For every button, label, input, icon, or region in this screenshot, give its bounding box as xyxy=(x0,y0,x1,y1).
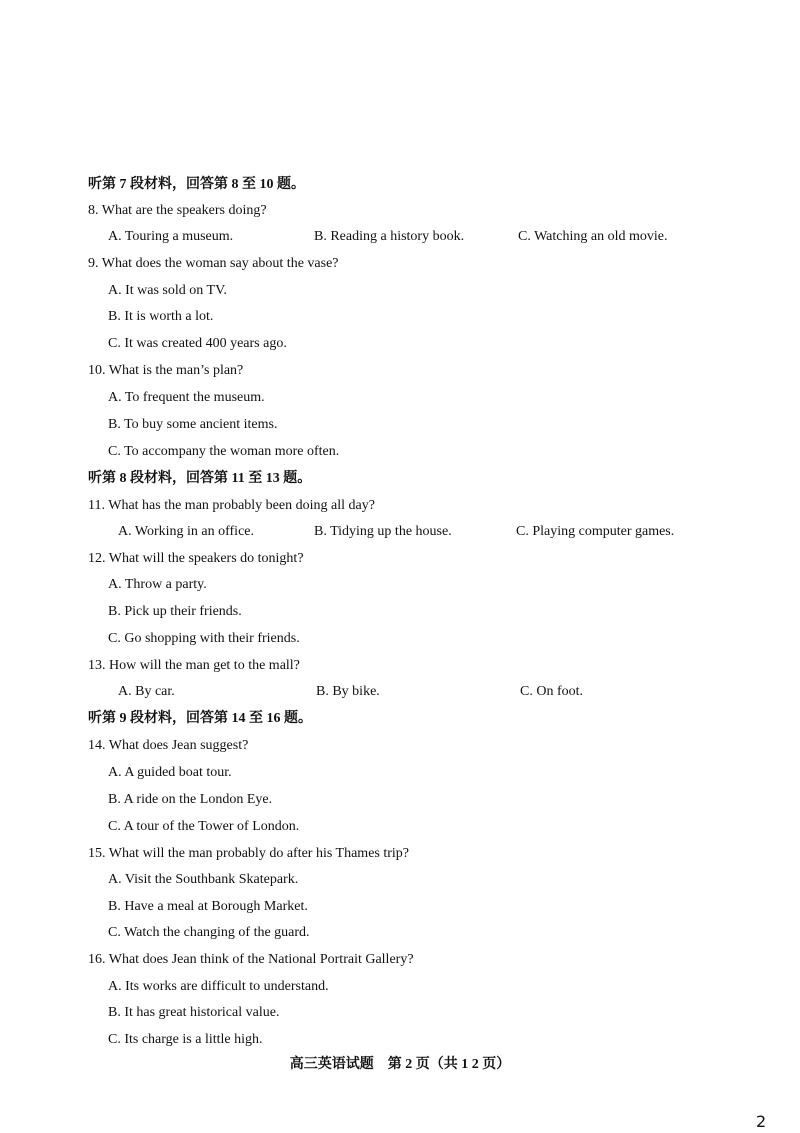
section-heading-7: 听第 7 段材料，回答第 8 至 10 题。 xyxy=(88,177,305,192)
option-11b: B. Tidying up the house. xyxy=(314,524,452,539)
question-10: 10. What is the man’s plan? xyxy=(88,363,244,378)
option-9c: C. It was created 400 years ago. xyxy=(108,336,287,351)
question-11: 11. What has the man probably been doing all day? xyxy=(88,498,375,513)
option-13c: C. On foot. xyxy=(520,684,583,699)
option-15a: A. Visit the Southbank Skatepark. xyxy=(108,872,299,887)
option-11a: A. Working in an office. xyxy=(118,524,254,539)
option-14a: A. A guided boat tour. xyxy=(108,765,232,780)
section-heading-8: 听第 8 段材料，回答第 11 至 13 题。 xyxy=(88,471,312,486)
option-12c: C. Go shopping with their friends. xyxy=(108,631,300,646)
question-14: 14. What does Jean suggest? xyxy=(88,738,249,753)
option-12b: B. Pick up their friends. xyxy=(108,604,242,619)
option-9b: B. It is worth a lot. xyxy=(108,309,214,324)
page-number: 2 xyxy=(756,1112,767,1131)
option-14c: C. A tour of the Tower of London. xyxy=(108,819,300,834)
question-8: 8. What are the speakers doing? xyxy=(88,203,267,218)
question-9: 9. What does the woman say about the vase? xyxy=(88,256,339,271)
page-footer: 高三英语试题 第 2 页（共 1 2 页） xyxy=(289,1057,511,1072)
question-13: 13. How will the man get to the mall? xyxy=(88,658,300,673)
option-9a: A. It was sold on TV. xyxy=(108,283,227,298)
option-11c: C. Playing computer games. xyxy=(516,524,675,539)
question-15: 15. What will the man probably do after his Thames trip? xyxy=(88,846,410,861)
question-12: 12. What will the speakers do tonight? xyxy=(88,551,304,566)
option-10b: B. To buy some ancient items. xyxy=(108,417,278,432)
option-15b: B. Have a meal at Borough Market. xyxy=(108,899,308,914)
option-8a: A. Touring a museum. xyxy=(108,229,234,244)
option-8b: B. Reading a history book. xyxy=(314,229,465,244)
option-13b: B. By bike. xyxy=(316,684,380,699)
option-13a: A. By car. xyxy=(118,684,175,699)
option-16c: C. Its charge is a little high. xyxy=(108,1032,263,1047)
option-8c: C. Watching an old movie. xyxy=(518,229,668,244)
section-heading-9: 听第 9 段材料，回答第 14 至 16 题。 xyxy=(88,711,312,726)
option-10c: C. To accompany the woman more often. xyxy=(108,444,340,459)
option-16b: B. It has great historical value. xyxy=(108,1005,280,1020)
option-14b: B. A ride on the London Eye. xyxy=(108,792,273,807)
option-12a: A. Throw a party. xyxy=(108,577,207,592)
option-16a: A. Its works are difficult to understand. xyxy=(108,979,329,994)
option-10a: A. To frequent the museum. xyxy=(108,390,265,405)
option-15c: C. Watch the changing of the guard. xyxy=(108,925,310,940)
question-16: 16. What does Jean think of the National Portrait Gallery? xyxy=(88,952,414,967)
